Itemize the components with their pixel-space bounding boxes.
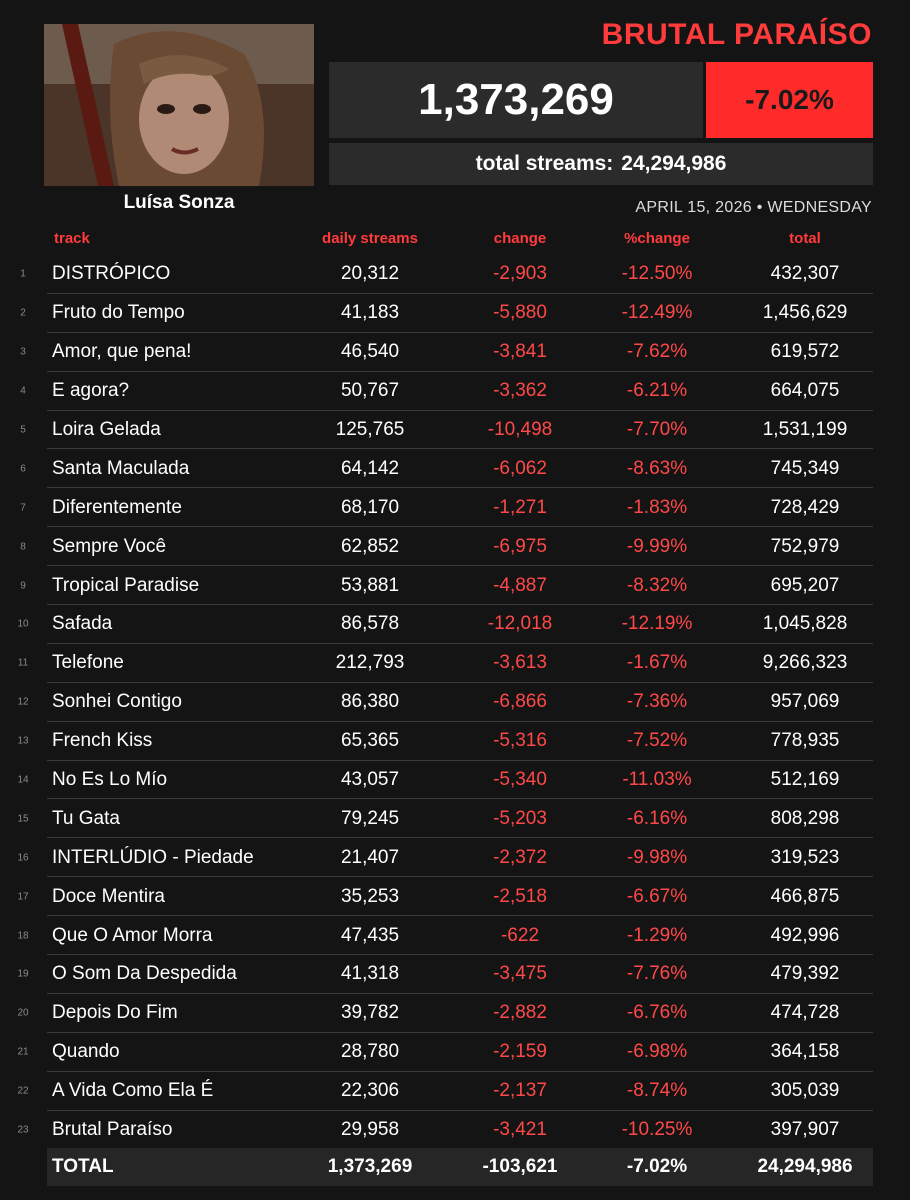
track-table [0,255,910,1149]
table-row [0,994,910,1033]
track-name: Brutal Paraíso [52,1119,173,1141]
track-rank: 23 [17,1124,29,1136]
track-name: E agora? [52,380,130,402]
track-percent-change: -9.98% [626,846,688,868]
track-name: Safada [52,613,113,635]
track-total: 664,075 [770,380,840,402]
track-total: 466,875 [770,885,840,907]
track-rank: 1 [20,268,26,280]
track-daily-streams: 47,435 [340,924,400,946]
artist-portrait-image [44,24,314,186]
track-daily-streams: 62,852 [340,535,400,557]
track-daily-streams: 28,780 [340,1041,400,1063]
track-daily-streams: 50,767 [340,380,400,402]
track-percent-change: -11.03% [622,769,692,791]
track-rank: 6 [20,463,26,475]
track-name: Que O Amor Morra [52,924,213,946]
track-change: -2,882 [493,1002,547,1024]
track-daily-streams: 41,183 [340,302,400,324]
track-rank: 8 [20,541,26,553]
table-row [0,683,910,722]
track-rank: 4 [20,385,26,397]
track-total: 1,456,629 [762,302,848,324]
artist-name: Luísa Sonza [123,192,235,213]
table-row [0,916,910,955]
track-percent-change: -8.74% [626,1080,688,1102]
track-daily-streams: 212,793 [335,652,405,674]
track-change: -5,880 [493,302,547,324]
table-row [0,838,910,877]
track-change: -2,137 [493,1080,547,1102]
header-daily-streams: daily streams [322,230,418,247]
track-name: DISTRÓPICO [52,263,171,285]
track-daily-streams: 41,318 [340,963,400,985]
track-percent-change: -7.52% [626,730,688,752]
track-daily-streams: 43,057 [340,769,400,791]
track-total: 1,045,828 [762,613,848,635]
track-total: 957,069 [770,691,840,713]
track-total: 512,169 [770,769,840,791]
table-row [0,799,910,838]
track-name: Sonhei Contigo [52,691,182,713]
track-total: 695,207 [770,574,840,596]
track-change: -3,475 [493,963,547,985]
track-rank: 5 [20,424,26,436]
track-name: Tropical Paradise [52,574,200,596]
track-daily-streams: 125,765 [335,419,405,440]
track-rank: 19 [17,968,29,980]
track-change: -2,903 [493,263,547,285]
track-change: -5,340 [493,769,547,791]
track-total: 9,266,323 [762,652,848,674]
track-total: 778,935 [770,730,840,752]
table-row [0,761,910,800]
track-name: French Kiss [52,730,153,752]
track-percent-change: -7.76% [626,963,688,985]
track-change: -6,975 [493,535,547,557]
total-streams-bar [329,143,873,185]
total-row-percent: -7.02% [626,1156,688,1177]
track-total: 474,728 [770,1002,840,1024]
track-percent-change: -1.83% [626,496,688,518]
track-percent-change: -10.25% [621,1119,693,1141]
track-total: 364,158 [770,1041,840,1063]
track-percent-change: -6.76% [626,1002,688,1024]
track-daily-streams: 35,253 [340,885,400,907]
track-name: Fruto do Tempo [52,302,185,324]
track-daily-streams: 29,958 [340,1119,400,1141]
percent-change-badge: -7.02% [706,62,873,138]
track-percent-change: -8.32% [626,574,688,596]
track-name: Telefone [52,652,124,674]
track-rank: 12 [17,696,29,708]
track-percent-change: -1.29% [626,924,688,946]
track-rank: 18 [17,930,29,942]
header-change: change [493,230,547,247]
track-change: -2,518 [493,885,547,907]
track-name: Diferentemente [52,496,182,518]
table-row [0,411,910,450]
track-total: 1,531,199 [762,419,848,440]
track-percent-change: -6.16% [626,807,688,829]
table-row [0,449,910,488]
track-percent-change: -12.19% [621,613,693,635]
table-row [0,1072,910,1111]
header-total: total [789,230,821,247]
total-row-daily: 1,373,269 [327,1156,413,1177]
track-name: INTERLÚDIO - Piedade [52,846,254,868]
table-row [0,566,910,605]
track-change: -6,866 [493,691,547,713]
track-percent-change: -1.67% [626,652,688,674]
track-change: -2,159 [493,1041,547,1063]
track-total: 619,572 [770,341,840,363]
table-row [0,488,910,527]
table-row [0,955,910,994]
track-rank: 3 [20,346,26,358]
table-row [0,877,910,916]
table-row [0,372,910,411]
total-streams-value: 24,294,986 [621,152,727,175]
track-percent-change: -7.36% [626,691,688,713]
track-name: Doce Mentira [52,885,165,907]
track-name: Tu Gata [52,807,120,829]
track-rank: 22 [17,1085,29,1097]
track-name: Depois Do Fim [52,1002,178,1024]
track-total: 745,349 [770,457,840,479]
track-daily-streams: 86,380 [340,691,400,713]
table-row [0,1111,910,1150]
table-row [0,255,910,294]
table-row [0,605,910,644]
track-rank: 16 [17,852,29,864]
track-name: A Vida Como Ela É [52,1080,214,1102]
track-daily-streams: 64,142 [340,457,400,479]
track-change: -3,421 [493,1119,547,1141]
track-name: Amor, que pena! [52,341,192,363]
track-daily-streams: 22,306 [340,1080,400,1102]
track-change: -2,372 [493,846,547,868]
header-track: track [54,230,90,247]
header-percent-change: %change [624,230,690,247]
track-daily-streams: 79,245 [340,807,400,829]
table-row [0,644,910,683]
track-daily-streams: 86,578 [340,613,400,635]
table-row [0,722,910,761]
track-total: 808,298 [770,807,840,829]
report-date: APRIL 15, 2026 • WEDNESDAY [635,199,872,216]
total-streams-label: total streams: [475,152,614,175]
table-row [0,1033,910,1072]
track-rank: 7 [20,502,26,514]
track-change: -3,841 [493,341,547,363]
track-rank: 10 [17,618,29,630]
track-daily-streams: 65,365 [340,730,400,752]
track-total: 432,307 [770,263,840,285]
track-name: No Es Lo Mío [52,769,168,791]
track-change: -3,613 [493,652,547,674]
track-rank: 14 [17,774,29,786]
track-daily-streams: 53,881 [340,574,400,596]
track-total: 728,429 [770,496,840,518]
table-row [0,333,910,372]
table-row [0,527,910,566]
track-rank: 17 [17,891,29,903]
track-total: 319,523 [770,846,840,868]
track-total: 305,039 [770,1080,840,1102]
track-percent-change: -9.99% [626,535,688,557]
track-change: -12,018 [487,613,553,635]
track-percent-change: -12.50% [621,263,693,285]
track-change: -6,062 [493,457,547,479]
track-rank: 13 [17,735,29,747]
table-header [0,230,910,252]
track-rank: 11 [17,657,29,669]
total-row-change: -103,621 [482,1156,558,1177]
track-rank: 9 [20,580,26,592]
track-percent-change: -6.67% [626,885,688,907]
daily-streams-total: 1,373,269 [329,62,703,138]
track-total: 752,979 [770,535,840,557]
total-row [47,1148,873,1186]
track-daily-streams: 21,407 [340,846,400,868]
track-change: -1,271 [493,496,547,518]
track-change: -5,203 [493,807,547,829]
track-name: Loira Gelada [52,419,161,440]
track-name: Quando [52,1041,120,1063]
track-change: -10,498 [487,419,553,440]
artist-photo [44,24,314,186]
total-row-label: TOTAL [52,1156,114,1177]
track-change: -5,316 [493,730,547,752]
track-rank: 2 [20,307,26,319]
track-percent-change: -7.62% [626,341,688,363]
album-title: BRUTAL PARAÍSO [601,18,872,51]
track-total: 492,996 [770,924,840,946]
table-row [0,294,910,333]
track-total: 479,392 [770,963,840,985]
track-rank: 20 [17,1007,29,1019]
total-row-total: 24,294,986 [757,1156,853,1177]
track-percent-change: -6.98% [626,1041,688,1063]
track-daily-streams: 46,540 [340,341,400,363]
track-percent-change: -6.21% [626,380,688,402]
track-change: -622 [500,924,540,946]
track-daily-streams: 68,170 [340,496,400,518]
track-name: Sempre Você [52,535,167,557]
track-percent-change: -12.49% [621,302,693,324]
track-rank: 21 [17,1046,29,1058]
track-rank: 15 [17,813,29,825]
track-percent-change: -8.63% [626,457,688,479]
track-change: -3,362 [493,380,547,402]
track-daily-streams: 39,782 [340,1002,400,1024]
track-name: O Som Da Despedida [52,963,237,985]
track-name: Santa Maculada [52,457,190,479]
track-total: 397,907 [770,1119,840,1141]
track-percent-change: -7.70% [626,419,688,440]
track-change: -4,887 [493,574,547,596]
track-daily-streams: 20,312 [340,263,400,285]
